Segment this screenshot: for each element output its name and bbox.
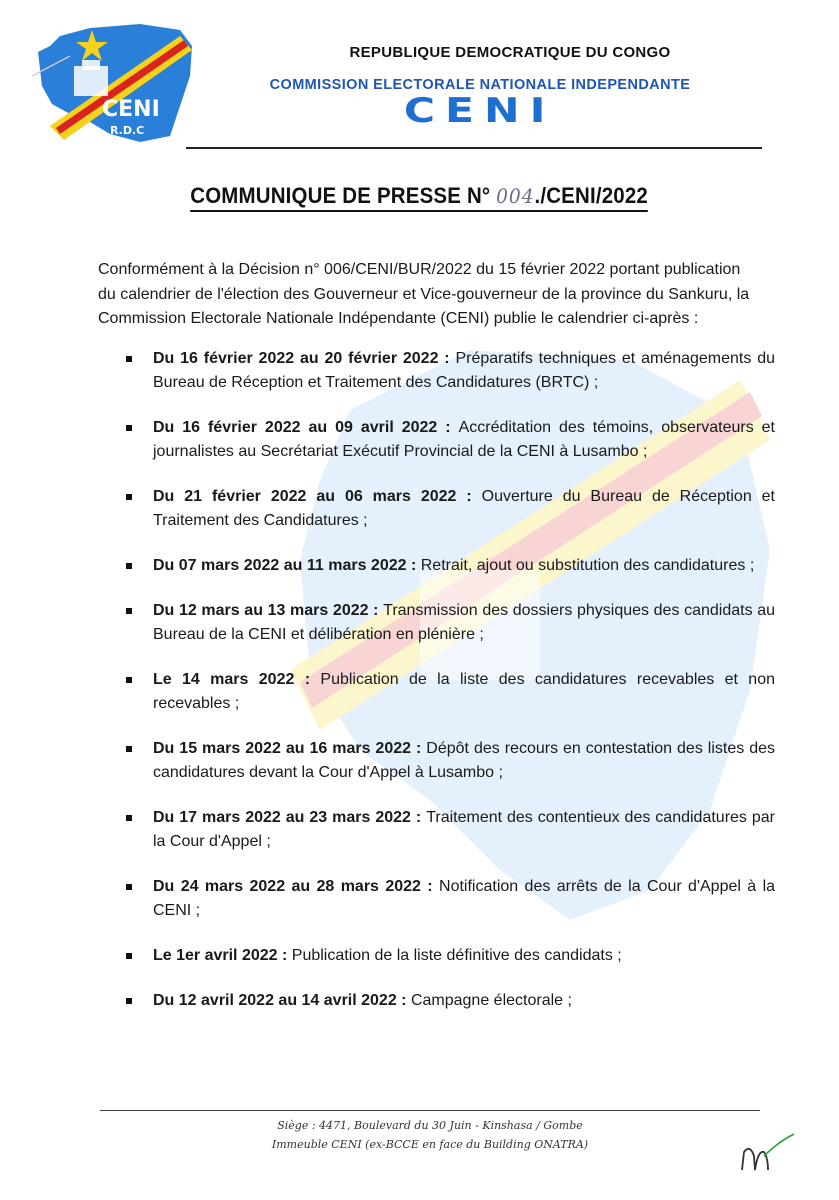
bullet-icon <box>126 884 132 890</box>
title-prefix: COMMUNIQUE DE PRESSE N° <box>190 183 497 208</box>
bullet-icon <box>126 677 132 683</box>
list-item: Du 16 février 2022 au 09 avril 2022 : Accréditation des témoins, observateurs et journalistes au Secrétariat Exécutif Provincial de la CENI à Lusambo ; <box>120 416 775 464</box>
intro-line: du calendrier de l'élection des Gouverneur et Vice-gouverneur de la province du Sankuru, la <box>98 285 750 303</box>
event-date: Du 12 avril 2022 au 14 avril 2022 <box>153 992 397 1009</box>
event-date: Du 16 février 2022 au 09 avril 2022 <box>153 419 438 436</box>
event-date: Du 21 février 2022 au 06 mars 2022 <box>153 488 457 505</box>
event-description: Traitement des contentieux des candidatures par la Cour d'Appel ; <box>153 809 775 850</box>
event-description: Retrait, ajout ou substitution des candidatures ; <box>420 557 755 574</box>
footer-line: Siège : 4471, Boulevard du 30 Juin - Kinshasa / Gombe <box>277 1119 583 1132</box>
event-description: Préparatifs techniques et aménagements du Bureau de Réception et Traitement des Candidatures (BRTC) ; <box>153 350 775 391</box>
bullet-icon <box>126 998 132 1004</box>
footer-divider <box>100 1110 760 1111</box>
event-description: Transmission des dossiers physiques des candidats au Bureau de la CENI et délibération en plénière ; <box>153 602 776 643</box>
list-item: Le 1er avril 2022 : Publication de la liste définitive des candidats ; <box>120 944 775 968</box>
intro-paragraph <box>98 258 770 332</box>
list-item: Du 16 février 2022 au 20 février 2022 : Préparatifs techniques et aménagements du Bureau de Réception et Traitement des Candidatures (BRTC) ; <box>120 347 775 395</box>
event-description: Publication de la liste définitive des candidats ; <box>291 947 622 964</box>
handwritten-initials <box>728 1130 798 1180</box>
list-item: Du 15 mars 2022 au 16 mars 2022 : Dépôt des recours en contestation des listes des candidatures devant la Cour d'Appel à Lusambo ; <box>120 737 775 785</box>
logo-text: CENI <box>102 97 160 122</box>
press-release-title <box>0 183 839 212</box>
bullet-icon <box>126 563 132 569</box>
bullet-icon <box>126 608 132 614</box>
footer-line: Immeuble CENI (ex-BCCE en face du Building ONATRA) <box>271 1138 589 1151</box>
event-date: Du 15 mars 2022 au 16 mars 2022 <box>153 740 412 757</box>
event-date: Le 1er avril 2022 <box>153 947 278 964</box>
event-description: Publication de la liste des candidatures recevables et non recevables ; <box>153 671 776 712</box>
list-item: Du 21 février 2022 au 06 mars 2022 : Ouverture du Bureau de Réception et Traitement des Candidatures ; <box>120 485 775 533</box>
event-date: Du 16 février 2022 au 20 février 2022 <box>153 350 439 367</box>
list-item: Du 07 mars 2022 au 11 mars 2022 : Retrait, ajout ou substitution des candidatures ; <box>120 554 775 578</box>
event-date: Du 24 mars 2022 au 28 mars 2022 <box>153 878 421 895</box>
letterhead <box>200 44 760 131</box>
list-item: Du 12 mars au 13 mars 2022 : Transmission des dossiers physiques des candidats au Bureau de la CENI et délibération en plénière ; <box>120 599 775 647</box>
bullet-icon <box>126 494 132 500</box>
event-date: Le 14 mars 2022 <box>153 671 295 688</box>
bullet-icon <box>126 425 132 431</box>
intro-line: Conformément à la Décision n° 006/CENI/BUR/2022 du 15 février 2022 portant publication <box>98 261 741 278</box>
bullet-icon <box>126 815 132 821</box>
footer-address <box>100 1116 760 1154</box>
list-item: Le 14 mars 2022 : Publication de la liste des candidatures recevables et non recevables ; <box>120 668 775 716</box>
intro-line: Commission Electorale Nationale Indépendante (CENI) publie le calendrier ci-après : <box>98 310 699 327</box>
event-date: Du 12 mars au 13 mars 2022 <box>153 602 369 619</box>
bullet-icon <box>126 746 132 752</box>
event-description: Campagne électorale ; <box>410 992 572 1009</box>
event-description: Ouverture du Bureau de Réception et Traitement des Candidatures ; <box>153 488 775 529</box>
election-calendar-list <box>120 347 775 1013</box>
title-suffix: ./CENI/2022 <box>534 183 649 208</box>
bullet-icon <box>126 953 132 959</box>
event-date: Du 17 mars 2022 au 23 mars 2022 <box>153 809 411 826</box>
ceni-logo <box>30 16 200 146</box>
logo-subtext: R.D.C <box>110 124 145 137</box>
header-divider <box>186 147 762 149</box>
event-date: Du 07 mars 2022 au 11 mars 2022 <box>153 557 407 574</box>
event-description: Dépôt des recours en contestation des listes des candidatures devant la Cour d'Appel à Lusambo ; <box>153 740 776 781</box>
event-description: Notification des arrêts de la Cour d'Appel à la CENI ; <box>153 878 776 919</box>
title-handwritten-number: 004 <box>496 184 535 208</box>
list-item: Du 12 avril 2022 au 14 avril 2022 : Campagne électorale ; <box>120 989 775 1013</box>
commission-name: COMMISSION ELECTORALE NATIONALE INDEPENDANTE <box>269 77 691 93</box>
ceni-acronym: CENI <box>404 91 556 131</box>
bullet-icon <box>126 356 132 362</box>
event-description: Accréditation des témoins, observateurs et journalistes au Secrétariat Exécutif Provincial de la CENI à Lusambo ; <box>153 419 776 460</box>
country-name: REPUBLIQUE DEMOCRATIQUE DU CONGO <box>349 44 671 61</box>
list-item: Du 24 mars 2022 au 28 mars 2022 : Notification des arrêts de la Cour d'Appel à la CENI ; <box>120 875 775 923</box>
list-item: Du 17 mars 2022 au 23 mars 2022 : Traitement des contentieux des candidatures par la Cour d'Appel ; <box>120 806 775 854</box>
